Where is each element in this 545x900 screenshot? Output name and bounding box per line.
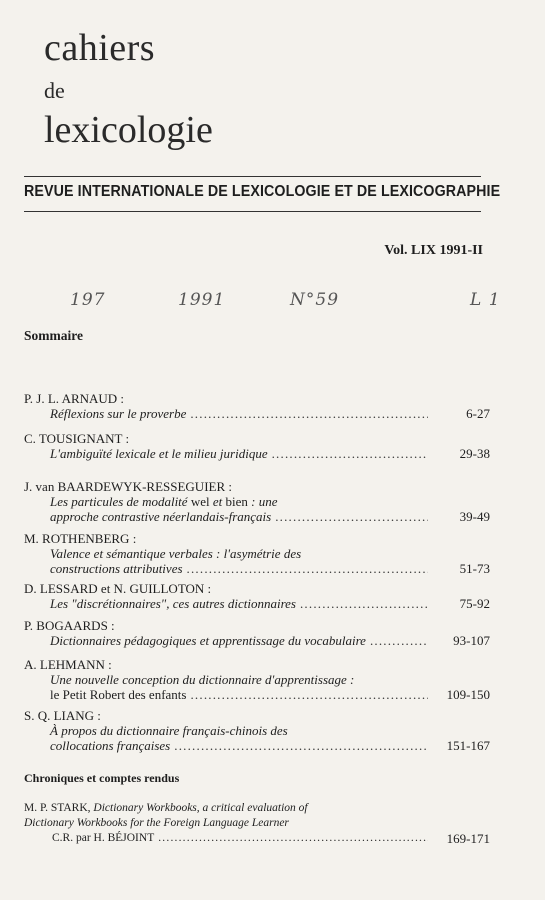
toc-line: [24, 446, 490, 461]
toc-line: [24, 494, 490, 509]
toc-line: [24, 672, 490, 687]
toc-author: A. LEHMANN :: [24, 657, 112, 672]
toc-line: [24, 633, 490, 648]
leader-dots: [187, 561, 428, 576]
toc-pages: [432, 723, 490, 738]
toc-line: [24, 723, 490, 738]
toc-entry: [24, 657, 490, 702]
toc-author: D. LESSARD et N. GUILLOTON :: [24, 581, 212, 596]
toc-author: S. Q. LIANG :: [24, 708, 101, 723]
review-line: M. P. STARK, Dictionary Workbooks, a critical evaluation of: [24, 802, 308, 814]
leader-dots: [190, 406, 428, 421]
toc-title: approche contrastive néerlandais-français: [50, 509, 272, 524]
journal-title-lexicologie: lexicologie: [44, 109, 213, 151]
handwritten-note: 197: [70, 290, 106, 310]
review-entry: [24, 801, 490, 846]
leader-dots: [190, 687, 428, 702]
toc-title: Réflexions sur le proverbe: [50, 406, 187, 421]
toc-author: M. ROTHENBERG :: [24, 531, 137, 546]
leader-dots: [158, 831, 428, 846]
toc-entry: [24, 531, 490, 576]
toc-pages: 6-27: [466, 406, 490, 421]
toc-pages: 93-107: [453, 633, 490, 648]
review-line: Dictionary Workbooks for the Foreign Language Learner: [24, 817, 289, 829]
handwritten-note: 1991: [178, 290, 226, 310]
leader-dots: [370, 633, 428, 648]
toc-author: P. BOGAARDS :: [24, 618, 115, 633]
toc-pages: 169-171: [446, 831, 490, 846]
journal-title-de: de: [44, 78, 65, 103]
handwritten-note: L 1: [470, 290, 501, 310]
toc-entry: [24, 391, 490, 421]
toc-pages: 39-49: [459, 509, 490, 524]
rule-bottom: [24, 211, 481, 212]
toc-title: collocations françaises: [50, 738, 171, 753]
chroniques-heading: Chroniques et comptes rendus: [24, 771, 180, 785]
toc-pages: [432, 672, 490, 687]
toc-line: [24, 546, 490, 561]
leader-dots: [275, 509, 428, 524]
toc-pages: 29-38: [459, 446, 490, 461]
toc-title: Les particules de modalité wel et bien : une: [50, 494, 278, 509]
handwritten-note: N°59: [290, 290, 340, 310]
leader-dots: [174, 738, 428, 753]
toc-entry: [24, 479, 490, 524]
toc-line: [24, 596, 490, 611]
toc-title: le Petit Robert des enfants: [50, 687, 187, 702]
toc-author: J. van BAARDEWYK-RESSEGUIER :: [24, 479, 232, 494]
toc-entry: [24, 618, 490, 648]
toc-entry: [24, 581, 490, 611]
toc-title: À propos du dictionnaire français-chinois des: [50, 723, 288, 738]
toc-line: [24, 687, 490, 702]
toc-pages: 51-73: [459, 561, 490, 576]
leader-dots: [300, 596, 428, 611]
toc-line: [24, 738, 490, 753]
toc-title: Une nouvelle conception du dictionnaire d'apprentissage :: [50, 672, 355, 687]
toc-line: [24, 509, 490, 524]
journal-subtitle: REVUE INTERNATIONALE DE LEXICOLOGIE ET DE LEXICOGRAPHIE: [24, 183, 501, 200]
journal-title-cahiers: cahiers: [44, 27, 156, 69]
toc-title: Les "discrétionnaires", ces autres dictionnaires: [50, 596, 296, 611]
review-credit: C.R. par H. BÉJOINT: [52, 832, 155, 844]
toc-author: C. TOUSIGNANT :: [24, 431, 130, 446]
rule-top: [24, 176, 481, 177]
sommaire-heading: Sommaire: [24, 328, 83, 343]
review-line: [24, 831, 490, 846]
toc-pages: 109-150: [446, 687, 490, 702]
leader-dots: [272, 446, 428, 461]
toc-line: [24, 561, 490, 576]
toc-pages: [432, 494, 490, 509]
toc-line: [24, 406, 490, 421]
volume-label: Vol. LIX 1991-II: [384, 243, 483, 258]
toc-title: constructions attributives: [50, 561, 183, 576]
toc-entry: [24, 708, 490, 753]
toc-title: L'ambiguïté lexicale et le milieu juridique: [50, 446, 268, 461]
toc-title: Dictionnaires pédagogiques et apprentissage du vocabulaire: [50, 633, 366, 648]
toc-pages: 151-167: [446, 738, 490, 753]
toc-pages: [432, 546, 490, 561]
toc-pages: 75-92: [459, 596, 490, 611]
toc-entry: [24, 431, 490, 461]
toc-title: Valence et sémantique verbales : l'asymétrie des: [50, 546, 302, 561]
toc-author: P. J. L. ARNAUD :: [24, 391, 125, 406]
